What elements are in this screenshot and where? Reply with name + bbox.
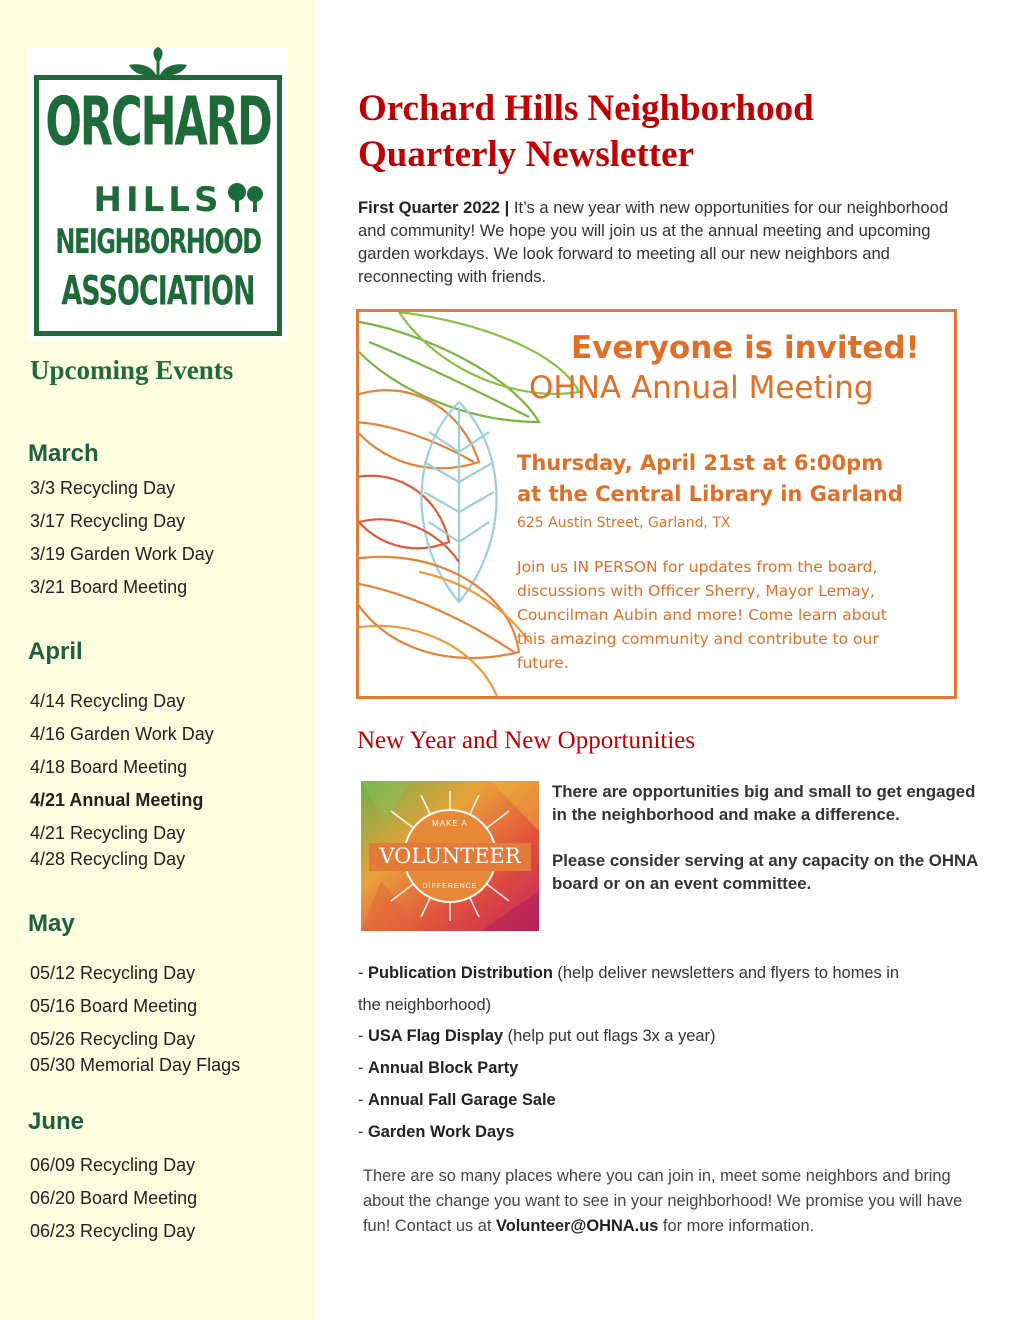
opportunity-item: - Garden Work Days: [358, 1123, 515, 1141]
flyer-body-line: Join us IN PERSON for updates from the board,: [517, 558, 878, 576]
volunteer-image: [361, 781, 539, 931]
event-item: 05/26 Recycling Day: [30, 1029, 196, 1049]
annual-meeting-flyer: [356, 309, 957, 699]
month-june: June: [28, 1108, 85, 1135]
opportunity-name: USA Flag Display: [368, 1027, 504, 1045]
opportunity-name: Publication Distribution: [368, 964, 553, 982]
event-item: 05/16 Board Meeting: [30, 996, 198, 1016]
month-march: March: [28, 440, 99, 467]
title-line-1: Orchard Hills Neighborhood: [358, 88, 814, 129]
flyer-body-line: this amazing community and contribute to our: [517, 630, 879, 648]
event-item: 05/30 Memorial Day Flags: [30, 1055, 241, 1075]
opportunity-item: - Publication Distribution (help deliver newsletters and flyers to homes in: [358, 964, 900, 982]
event-item: 4/21 Recycling Day: [30, 823, 186, 843]
opportunity-note: (help put out flags 3x a year): [503, 1027, 716, 1045]
event-item: 3/21 Board Meeting: [30, 577, 188, 597]
upcoming-events-heading: Upcoming Events: [30, 355, 234, 385]
section-heading: New Year and New Opportunities: [357, 727, 696, 754]
volunteer-email: Volunteer@OHNA.us: [496, 1217, 659, 1235]
outro-text: There are so many places where you can join in, meet some neighbors and bring about the change you want to see in your neighborhood! We promise you will have fun! Contact us at: [363, 1167, 963, 1235]
title-line-2: Quarterly Newsletter: [358, 134, 694, 176]
intro-paragraph: [358, 196, 978, 288]
opportunity-item: - Annual Block Party: [358, 1059, 519, 1077]
badge-top-text: MAKE A: [432, 819, 468, 828]
flyer-body-line: discussions with Officer Sherry, Mayor Lemay,: [517, 582, 875, 600]
event-item: 06/20 Board Meeting: [30, 1188, 198, 1208]
flyer-meeting-title: OHNA Annual Meeting: [529, 370, 874, 406]
logo-line-4: ASSOCIATION: [61, 268, 255, 315]
opportunity-note: the neighborhood): [358, 996, 492, 1014]
event-item: 3/17 Recycling Day: [30, 511, 186, 531]
month-april: April: [28, 638, 83, 665]
sidebar: [0, 0, 316, 1320]
logo-line-3: NEIGHBORHOOD: [55, 222, 261, 262]
badge-bottom-text: DIFFERENCE: [422, 883, 478, 890]
flyer-body-line: future.: [517, 654, 569, 672]
flyer-invite: Everyone is invited!: [571, 330, 920, 366]
newsletter-title: [358, 86, 998, 179]
logo-line-1: ORCHARD: [45, 84, 271, 162]
opportunity-name: Annual Block Party: [368, 1059, 519, 1077]
flyer-date: Thursday, April 21st at 6:00pm: [517, 451, 884, 475]
outro-paragraph: [363, 1164, 983, 1239]
badge-main-text: VOLUNTEER: [379, 844, 521, 868]
association-logo: [28, 47, 288, 342]
volunteer-paragraph-1: There are opportunities big and small to get engaged in the neighborhood and make a difference.: [552, 782, 976, 824]
event-item: 4/18 Board Meeting: [30, 757, 188, 777]
flyer-body-line: Councilman Aubin and more! Come learn about: [517, 606, 887, 624]
logo-frame: [34, 75, 282, 336]
event-item: 4/14 Recycling Day: [30, 691, 186, 711]
intro-lead: First Quarter 2022 |: [358, 198, 510, 217]
event-item: 06/09 Recycling Day: [30, 1155, 196, 1175]
event-item: 4/28 Recycling Day: [30, 849, 186, 869]
opportunity-name: Annual Fall Garage Sale: [368, 1091, 556, 1109]
outro-end: for more information.: [658, 1217, 815, 1235]
flyer-place: at the Central Library in Garland: [517, 482, 903, 506]
opportunity-item: - USA Flag Display (help put out flags 3x a year): [358, 1027, 716, 1045]
logo-line-2: HILLS: [93, 180, 223, 220]
opportunity-item-continued: [358, 996, 491, 1015]
opportunity-item: - Annual Fall Garage Sale: [358, 1091, 556, 1109]
opportunity-name: Garden Work Days: [368, 1123, 515, 1141]
event-item: 3/19 Garden Work Day: [30, 544, 214, 564]
event-item: 05/12 Recycling Day: [30, 963, 196, 983]
volunteer-paragraph-2: Please consider serving at any capacity on the OHNA board or on an event committee.: [552, 851, 978, 893]
event-item: 4/16 Garden Work Day: [30, 724, 214, 744]
volunteer-text: [552, 780, 982, 895]
event-item-highlight: 4/21 Annual Meeting: [30, 790, 204, 810]
intro-text: It’s a new year with new opportunities for our neighborhood and community! We hope you will join us at the annual meeting and upcoming garden workdays. We look forward to meeting all our new neighbors and reconnecting with friends.: [358, 198, 949, 286]
month-may: May: [28, 910, 75, 937]
opportunity-note: (help deliver newsletters and flyers to homes in: [552, 964, 900, 982]
flyer-address: 625 Austin Street, Garland, TX: [517, 515, 731, 531]
tree-icon: [225, 180, 267, 216]
event-item: 06/23 Recycling Day: [30, 1221, 196, 1241]
event-item: 3/3 Recycling Day: [30, 478, 176, 498]
